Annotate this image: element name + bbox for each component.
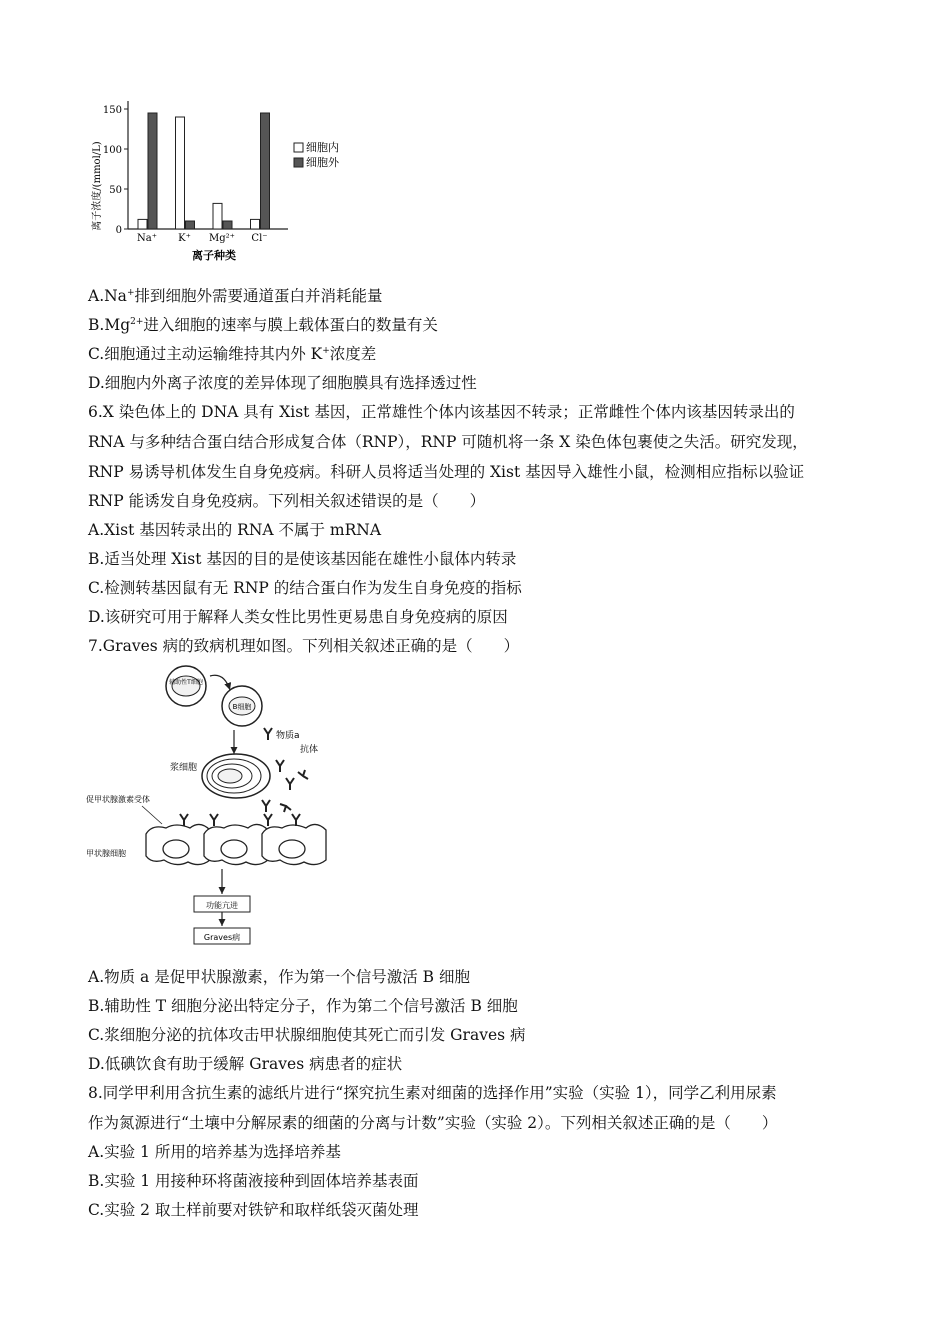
bar-outside xyxy=(223,221,232,229)
plasma-cell xyxy=(170,754,270,798)
q6-option-a: A.Xist 基因转录出的 RNA 不属于 mRNA xyxy=(88,521,382,539)
bar-inside xyxy=(251,219,260,229)
ion-concentration-chart xyxy=(84,86,364,266)
x-axis-label: 离子种类 xyxy=(192,249,236,262)
legend-inside-label: 细胞内 xyxy=(306,141,339,154)
q6-option-d: D.该研究可用于解释人类女性比男性更易患自身免疫病的原因 xyxy=(88,608,508,626)
bar-outside xyxy=(261,113,270,229)
q6-stem-line4: RNP 能诱发自身免疫病。下列相关叙述错误的是（ ） xyxy=(88,492,486,510)
chart-svg xyxy=(84,86,364,266)
q8-option-a: A.实验 1 所用的培养基为选择培养基 xyxy=(88,1143,341,1161)
thyroid-cells xyxy=(86,814,326,865)
t-to-b-arrow xyxy=(210,675,230,690)
bar-inside xyxy=(138,219,147,229)
plasma-cell-label: 浆细胞 xyxy=(170,763,198,773)
q6-stem-line3: RNP 易诱导机体发生自身免疫病。科研人员将适当处理的 Xist 基因导入雄性小鼠，检测相应指标以验证 xyxy=(88,463,805,481)
bar-outside xyxy=(148,113,157,229)
bar-inside xyxy=(213,203,222,229)
thyroid-cell-label: 甲状腺细胞 xyxy=(86,849,126,858)
t-cell-label: 辅助性T细胞 xyxy=(169,679,203,686)
x-tick-label: Na⁺ xyxy=(137,233,157,244)
disease-label: Graves病 xyxy=(203,933,241,942)
x-tick-label: Mg²⁺ xyxy=(209,233,235,244)
x-tick-label: Cl⁻ xyxy=(251,233,268,244)
q7-option-d: D.低碘饮食有助于缓解 Graves 病患者的症状 xyxy=(88,1055,403,1073)
y-tick-label: 100 xyxy=(102,145,122,156)
graves-diagram xyxy=(84,664,344,954)
substance-a xyxy=(264,728,300,741)
bar-inside xyxy=(176,117,185,229)
q7-stem: 7.Graves 病的致病机理如图。下列相关叙述正确的是（ ） xyxy=(88,637,520,655)
q5-option-d: D.细胞内外离子浓度的差异体现了细胞膜具有选择透过性 xyxy=(88,374,477,392)
q6-stem-line1: 6.X 染色体上的 DNA 具有 Xist 基因，正常雄性个体内该基因不转录；正常雌性个体内该基因转录出的 xyxy=(88,403,795,421)
t-cell xyxy=(166,666,206,706)
y-tick-label: 150 xyxy=(102,105,122,116)
q7-option-a: A.物质 a 是促甲状腺激素，作为第一个信号激活 B 细胞 xyxy=(88,968,470,986)
q8-option-b: B.实验 1 用接种环将菌液接种到固体培养基表面 xyxy=(88,1172,419,1190)
x-tick-label: K⁺ xyxy=(178,233,191,244)
legend-inside-swatch xyxy=(294,143,303,152)
y-axis-label: 离子浓度/(mmol/L) xyxy=(92,141,103,231)
y-tick-label: 0 xyxy=(115,225,122,236)
hyper-label: 功能亢进 xyxy=(206,901,238,910)
q7-option-c: C.浆细胞分泌的抗体攻击甲状腺细胞使其死亡而引发 Graves 病 xyxy=(88,1026,526,1044)
q5-option-a: A.Na+排到细胞外需要通道蛋白并消耗能量 xyxy=(88,287,383,305)
y-tick-label: 50 xyxy=(109,185,122,196)
receptor-label: 促甲状腺激素受体 xyxy=(86,795,150,804)
q8-stem-line1: 8.同学甲利用含抗生素的滤纸片进行“探究抗生素对细菌的选择作用”实验（实验 1），同学乙利用尿素 xyxy=(88,1084,777,1102)
q5-option-c: C.细胞通过主动运输维持其内外 K+浓度差 xyxy=(88,345,377,363)
bar-outside xyxy=(186,221,195,229)
disease-box xyxy=(194,928,250,944)
graves-diagram-svg xyxy=(84,664,344,954)
b-cell xyxy=(222,686,262,726)
q6-option-c: C.检测转基因鼠有无 RNP 的结合蛋白作为发生自身免疫的指标 xyxy=(88,579,522,597)
q8-stem-line2: 作为氮源进行“土壤中分解尿素的细菌的分离与计数”实验（实验 2）。下列相关叙述正确的是（ ） xyxy=(88,1114,778,1132)
b-cell-label: B细胞 xyxy=(232,703,252,711)
q5-option-b: $B.Mg^{2+}$进入细胞的速率与膜上载体蛋白的数量有关 xyxy=(88,316,438,334)
receptor-pointer xyxy=(142,806,162,824)
q6-option-b: B.适当处理 Xist 基因的目的是使该基因能在雄性小鼠体内转录 xyxy=(88,550,517,568)
antibodies xyxy=(262,760,308,812)
legend-outside-label: 细胞外 xyxy=(306,156,339,169)
legend-outside-swatch xyxy=(294,158,303,167)
q7-option-b: B.辅助性 T 细胞分泌出特定分子，作为第二个信号激活 B 细胞 xyxy=(88,997,518,1015)
antibody-label: 抗体 xyxy=(300,745,319,755)
q6-stem-line2: RNA 与多种结合蛋白结合形成复合体（RNP），RNP 可随机将一条 X 染色体包裹使之失活。研究发现， xyxy=(88,433,808,451)
substance-a-label: 物质a xyxy=(276,731,300,741)
q8-option-c: C.实验 2 取土样前要对铁铲和取样纸袋灭菌处理 xyxy=(88,1201,419,1219)
hyper-box xyxy=(194,896,250,912)
